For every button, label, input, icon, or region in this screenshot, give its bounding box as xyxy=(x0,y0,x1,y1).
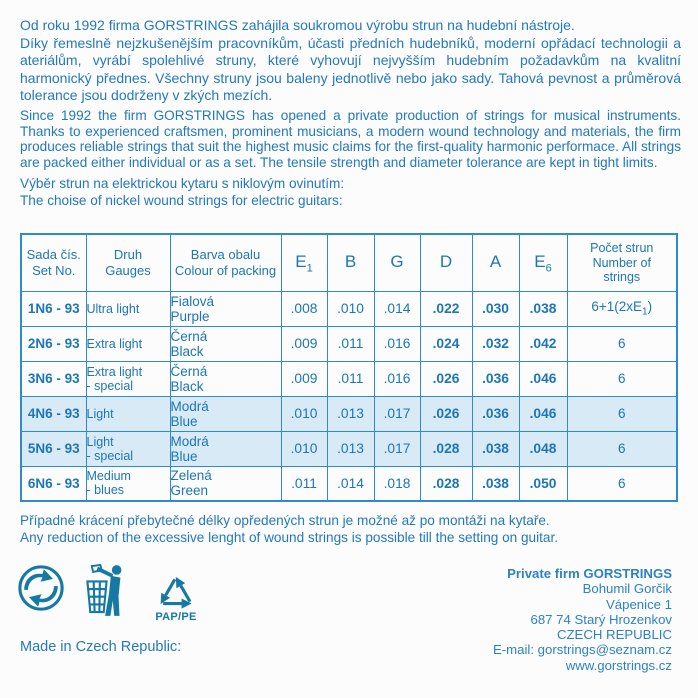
gauge-value-cell: .011 xyxy=(281,466,327,501)
gauge-line: - special xyxy=(86,448,134,463)
col-header-d: D xyxy=(420,234,472,291)
table-row xyxy=(21,431,677,466)
intro-cs-rest: Díky řemeslně nejzkušenějším pracovníkům, účasti předních hudebníků, moderní opřádací technologii a ateriálům, vyrábí spolehlivé struny, které vyhovují nejvyšším hudebním požadavkům na kvalitní harmonický přednes. Všechny struny jsou baleny jednotlivě nebo jako sady. Tahová pevnost a průměrová tolerance jsou dodrženy v zkých mezích. xyxy=(20,34,681,104)
gauge-line: Extra light xyxy=(86,336,143,351)
gauge-value-cell: .030 xyxy=(472,291,519,326)
colour-line: Modrá xyxy=(170,398,209,414)
gauge-value-cell: .050 xyxy=(519,466,567,501)
address-line: Vápenice 1 xyxy=(606,596,672,612)
colour-line: Blue xyxy=(170,413,198,429)
pap-pe-label: PAP/PE xyxy=(155,611,197,623)
address-line: Bohumil Gorčik xyxy=(582,581,672,597)
gauge-name-cell xyxy=(86,291,170,326)
colour-line: Černá xyxy=(170,328,208,344)
colour-line: Black xyxy=(170,378,204,394)
set-no-cell: 1N6 - 93 xyxy=(21,291,86,326)
gauge-line: - special xyxy=(86,378,134,393)
address-block xyxy=(493,566,672,673)
col-header-count: Počet strun Number of strings xyxy=(567,234,677,291)
string-count-cell: 6 xyxy=(567,326,677,361)
recycling-triangle-icon xyxy=(151,564,201,623)
packing-colour-cell xyxy=(170,431,281,466)
gauge-value-cell: .026 xyxy=(420,396,472,431)
gauge-value-cell: .048 xyxy=(519,431,567,466)
colour-line: Fialová xyxy=(170,293,215,309)
colour-line: Black xyxy=(170,343,204,359)
shortening-note-en: Any reduction of the excessive lenght of wound strings is possible till the setting on guitar. xyxy=(20,530,559,546)
colour-line: Purple xyxy=(170,308,210,324)
address-line-website: www.gorstrings.cz xyxy=(565,657,672,673)
gauge-line: Ultra light xyxy=(86,301,140,316)
packing-colour-cell xyxy=(170,291,281,326)
table-row xyxy=(21,361,677,396)
colour-line: Green xyxy=(170,483,209,499)
colour-line: Zelená xyxy=(170,468,212,484)
string-count-cell: 6 xyxy=(567,361,677,396)
string-count-cell: 6 xyxy=(567,396,677,431)
set-no-cell: 2N6 - 93 xyxy=(21,326,86,361)
gauge-name-cell xyxy=(86,431,170,466)
gauge-value-cell: .009 xyxy=(281,361,327,396)
gauge-name-cell xyxy=(86,396,170,431)
gauge-value-cell: .036 xyxy=(472,396,519,431)
tidyman-icon xyxy=(86,564,130,623)
gauge-value-cell: .018 xyxy=(374,466,420,501)
gauge-value-cell: .013 xyxy=(327,396,374,431)
gauge-value-cell: .046 xyxy=(519,361,567,396)
gauge-value-cell: .026 xyxy=(420,361,472,396)
col-header-e1: $E_1$ xyxy=(281,234,327,291)
choice-line-en: The choise of nickel wound strings for electric guitars: xyxy=(20,192,343,208)
gauge-line: Light xyxy=(86,434,114,449)
gauge-value-cell: .010 xyxy=(327,291,374,326)
intro-paragraph-cs xyxy=(20,17,681,105)
gauge-value-cell: .011 xyxy=(327,361,374,396)
choice-lines xyxy=(20,176,344,209)
table-row xyxy=(21,396,677,431)
set-no-cell: 4N6 - 93 xyxy=(21,396,86,431)
packing-colour-cell xyxy=(170,466,281,501)
shortening-note-cs: Případné krácení přebytečné délky opředených strun je možné až po montáži na kytaře. xyxy=(20,513,550,528)
address-line-email: E-mail: gorstrings@seznam.cz xyxy=(492,642,672,658)
gauge-name-cell xyxy=(86,361,170,396)
gauge-value-cell: .017 xyxy=(374,431,420,466)
gauge-value-cell: .038 xyxy=(472,466,519,501)
col-header-gauges: Druh Gauges xyxy=(86,234,170,291)
string-count-cell: $6+1(2xE_1)$ xyxy=(567,291,677,326)
address-line: 687 74 Starý Hrozenkov xyxy=(530,611,672,627)
company-name: Private firm GORSTRINGS xyxy=(507,566,672,581)
table-header-row xyxy=(21,234,677,291)
table-row xyxy=(21,291,677,326)
gauge-value-cell: .022 xyxy=(420,291,472,326)
green-dot-icon xyxy=(17,564,65,617)
gauge-value-cell: .028 xyxy=(420,466,472,501)
string-spec-table xyxy=(20,233,678,502)
gauge-name-cell xyxy=(86,466,170,501)
intro-paragraph-en: Since 1992 the firm GORSTRINGS has opened a private production of strings for musical instruments. Thanks to experienced craftsmen, prominent musicians, a modern wound technology and materials, the firm produces reliable strings that suit the highest music claims for the first-quality harmonic performace. All strings are packed either individual or as a set. The tensile strength and diameter tolerance are kept in tight limits. xyxy=(20,108,681,171)
choice-line-cs: Výběr strun na elektrickou kytaru s niklovým ovinutím: xyxy=(20,176,345,191)
gauge-line: - blues xyxy=(86,483,125,498)
packing-colour-cell xyxy=(170,326,281,361)
string-count-cell: 6 xyxy=(567,431,677,466)
gauge-value-cell: .016 xyxy=(374,361,420,396)
col-header-set-no: Sada čís. Set No. xyxy=(21,234,86,291)
colour-line: Modrá xyxy=(170,433,209,449)
col-header-colour: Barva obalu Colour of packing xyxy=(170,234,281,291)
gauge-value-cell: .010 xyxy=(281,396,327,431)
gauge-value-cell: .042 xyxy=(519,326,567,361)
shortening-note xyxy=(20,512,558,546)
string-count-cell: 6 xyxy=(567,466,677,501)
set-no-cell: 5N6 - 93 xyxy=(21,431,86,466)
gauge-value-cell: .008 xyxy=(281,291,327,326)
gauge-value-cell: .038 xyxy=(472,431,519,466)
set-no-cell: 6N6 - 93 xyxy=(21,466,86,501)
set-no-cell: 3N6 - 93 xyxy=(21,361,86,396)
colour-line: Černá xyxy=(170,363,208,379)
gauge-value-cell: .028 xyxy=(420,431,472,466)
gauge-value-cell: .046 xyxy=(519,396,567,431)
made-in-label: Made in Czech Republic: xyxy=(20,639,182,655)
address-line: CZECH REPUBLIC xyxy=(556,627,672,643)
gauge-value-cell: .016 xyxy=(374,326,420,361)
col-header-b: B xyxy=(327,234,374,291)
recycling-icons xyxy=(17,564,201,623)
gauge-value-cell: .010 xyxy=(281,431,327,466)
gauge-line: Extra light xyxy=(86,364,143,379)
colour-line: Blue xyxy=(170,448,198,464)
gauge-value-cell: .014 xyxy=(374,291,420,326)
gauge-value-cell: .014 xyxy=(327,466,374,501)
col-header-e6: $E_6$ xyxy=(519,234,567,291)
intro-cs-line1: Od roku 1992 firma GORSTRINGS zahájila soukromou výrobu strun na hudební nástroje. xyxy=(20,17,575,33)
gauge-value-cell: .024 xyxy=(420,326,472,361)
table-row xyxy=(21,466,677,501)
gauge-value-cell: .038 xyxy=(519,291,567,326)
gauge-value-cell: .032 xyxy=(472,326,519,361)
gauge-line: Light xyxy=(86,406,114,421)
table-row xyxy=(21,326,677,361)
gauge-value-cell: .011 xyxy=(327,326,374,361)
col-header-a: A xyxy=(472,234,519,291)
col-header-g: G xyxy=(374,234,420,291)
packing-colour-cell xyxy=(170,361,281,396)
string-table-body xyxy=(21,291,677,501)
gauge-name-cell xyxy=(86,326,170,361)
gauge-value-cell: .009 xyxy=(281,326,327,361)
gauge-value-cell: .017 xyxy=(374,396,420,431)
gauge-line: Medium xyxy=(86,469,131,484)
gauge-value-cell: .036 xyxy=(472,361,519,396)
gauge-value-cell: .013 xyxy=(327,431,374,466)
packing-colour-cell xyxy=(170,396,281,431)
